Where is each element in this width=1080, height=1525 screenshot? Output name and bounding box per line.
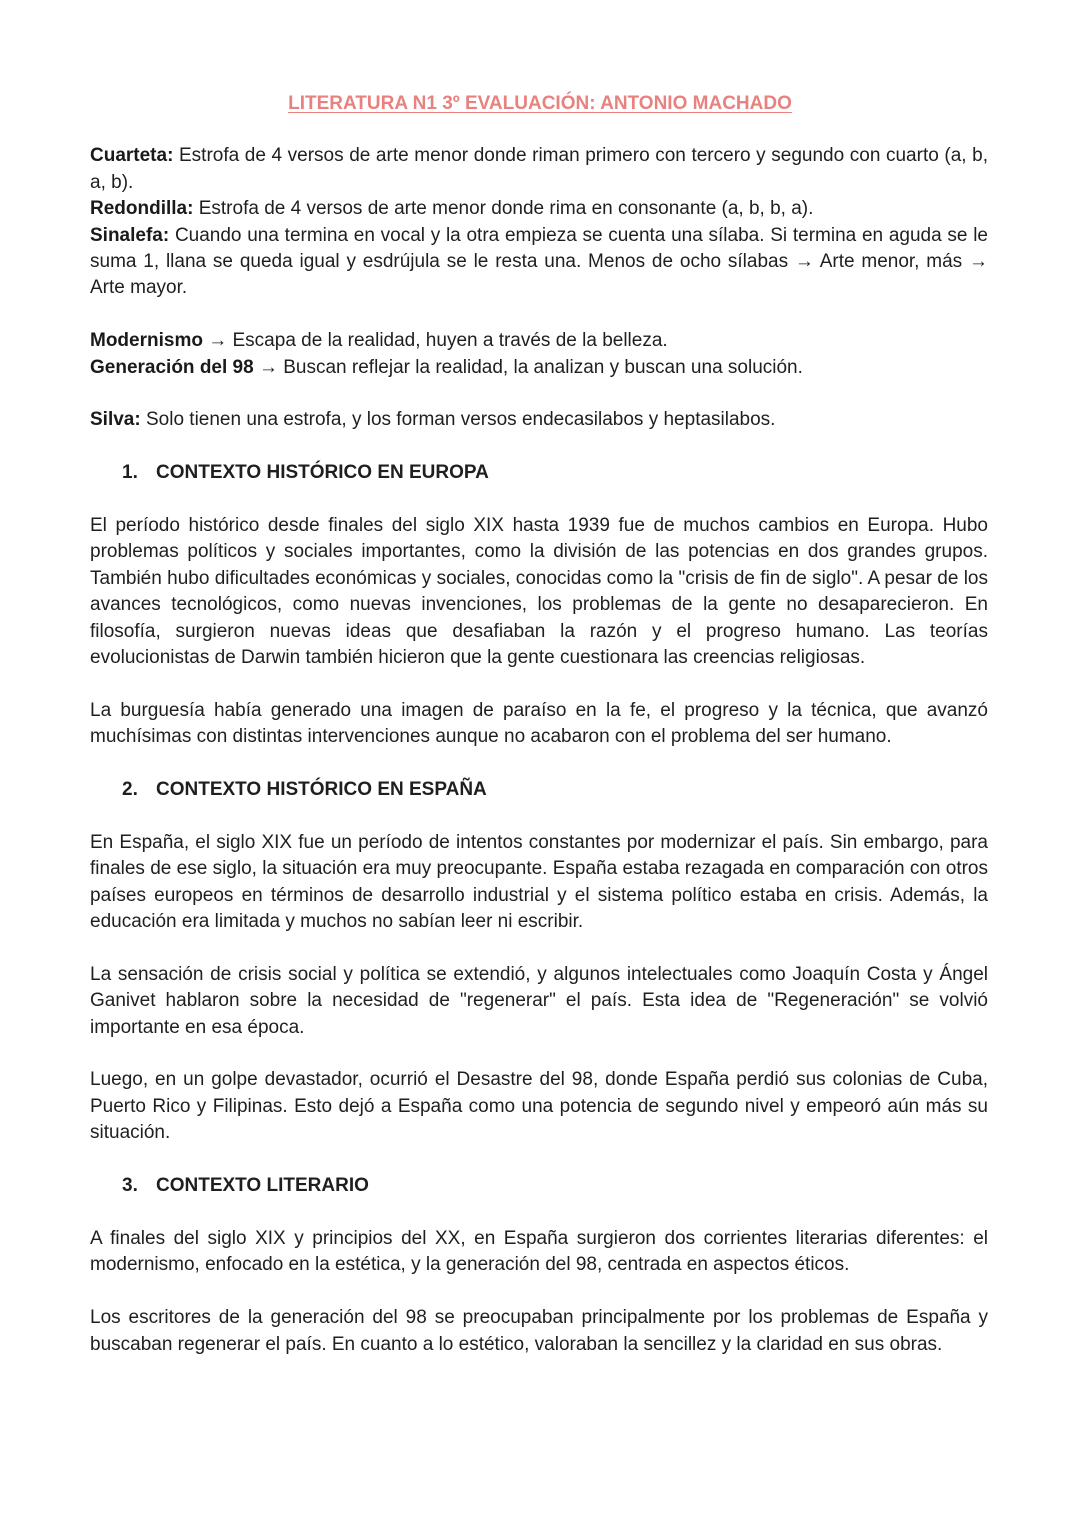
- section-title: CONTEXTO HISTÓRICO EN ESPAÑA: [156, 779, 487, 801]
- section-title: CONTEXTO HISTÓRICO EN EUROPA: [156, 462, 489, 484]
- document-title: LITERATURA N1 3º EVALUACIÓN: ANTONIO MACHADO: [288, 93, 792, 114]
- definition-sinalefa: [90, 223, 988, 302]
- document-page: [90, 91, 988, 1358]
- definition-term: Redondilla:: [90, 198, 194, 220]
- definition-text: Cuando una termina en vocal y la otra empieza se cuenta una sílaba. Si termina en aguda se le suma 1, llana se queda igual y esdrújula se le resta una. Menos de ocho sílabas → Arte menor, más → Arte mayor.: [90, 224, 988, 299]
- definition-text: Estrofa de 4 versos de arte menor donde riman primero con tercero y segundo con cuarto (a, b, a, b).: [90, 145, 988, 193]
- definition-cuarteta: [90, 143, 988, 196]
- definition-term: Sinalefa:: [90, 224, 170, 246]
- definition-text: Estrofa de 4 versos de arte menor donde rima en consonante (a, b, b, a).: [193, 198, 814, 220]
- section-title: CONTEXTO LITERARIO: [156, 1175, 369, 1197]
- section-number: 3.: [122, 1175, 138, 1197]
- movement-text: → Buscan reflejar la realidad, la analizan y buscan una solución.: [253, 356, 803, 378]
- definition-redondilla: [90, 196, 988, 222]
- movement-modernismo: [90, 328, 988, 354]
- section-heading-espana: [90, 777, 988, 803]
- paragraph: La burguesía había generado una imagen de paraíso en la fe, el progreso y la técnica, que avanzó muchísimas con distintas intervenciones aunque no acabaron con el problema del ser humano.: [90, 699, 988, 748]
- movement-term: Generación del 98: [90, 356, 254, 378]
- paragraph: El período histórico desde finales del siglo XIX hasta 1939 fue de muchos cambios en Europa. Hubo problemas políticos y sociales importantes, como la división de las potencias en dos grandes grupos. También hubo dificultades económicas y sociales, conocidas como la "crisis de fin de siglo". A pesar de los avances tecnológicos, como nuevas invenciones, los problemas de la gente no desaparecieron. En filosofía, surgieron nuevas ideas que desafiaban la razón y el progreso humano. Las teorías evolucionistas de Darwin también hicieron que la gente cuestionara las creencias religiosas.: [90, 515, 988, 669]
- section-number: 2.: [122, 779, 138, 801]
- section-heading-europa: [90, 460, 988, 486]
- paragraph: La sensación de crisis social y política se extendió, y algunos intelectuales como Joaquín Costa y Ángel Ganivet hablaron sobre la necesidad de "regenerar" el país. Esta idea de "Regeneración" se volvió importante en esa época.: [90, 963, 988, 1038]
- paragraph: En España, el siglo XIX fue un período de intentos constantes por modernizar el país. Sin embargo, para finales de ese siglo, la situación era muy preocupante. España estaba rezagada en comparación con otros países europeos en términos de desarrollo industrial y el sistema político estaba en crisis. Además, la educación era limitada y muchos no sabían leer ni escribir.: [90, 831, 988, 933]
- section-heading-literario: [90, 1173, 988, 1199]
- movement-text: → Escapa de la realidad, huyen a través de la belleza.: [202, 330, 668, 352]
- movement-term: Modernismo: [90, 330, 203, 352]
- movement-generacion-98: [90, 355, 988, 381]
- definition-term: Cuarteta:: [90, 145, 174, 167]
- paragraph: A finales del siglo XIX y principios del XX, en España surgieron dos corrientes literarias diferentes: el modernismo, enfocado en la estética, y la generación del 98, centrada en aspectos éticos.: [90, 1227, 988, 1276]
- paragraph: Luego, en un golpe devastador, ocurrió el Desastre del 98, donde España perdió sus colonias de Cuba, Puerto Rico y Filipinas. Esto dejó a España como una potencia de segundo nivel y empeoró aún más su situación.: [90, 1069, 988, 1144]
- definition-text: Solo tienen una estrofa, y los forman versos endecasilabos y heptasilabos.: [140, 409, 776, 431]
- definition-silva: [90, 407, 988, 433]
- paragraph: Los escritores de la generación del 98 se preocupaban principalmente por los problemas de España y buscaban regenerar el país. En cuanto a lo estético, valoraban la sencillez y la claridad en sus obras.: [90, 1307, 988, 1355]
- section-number: 1.: [122, 462, 138, 484]
- definition-term: Silva:: [90, 409, 141, 431]
